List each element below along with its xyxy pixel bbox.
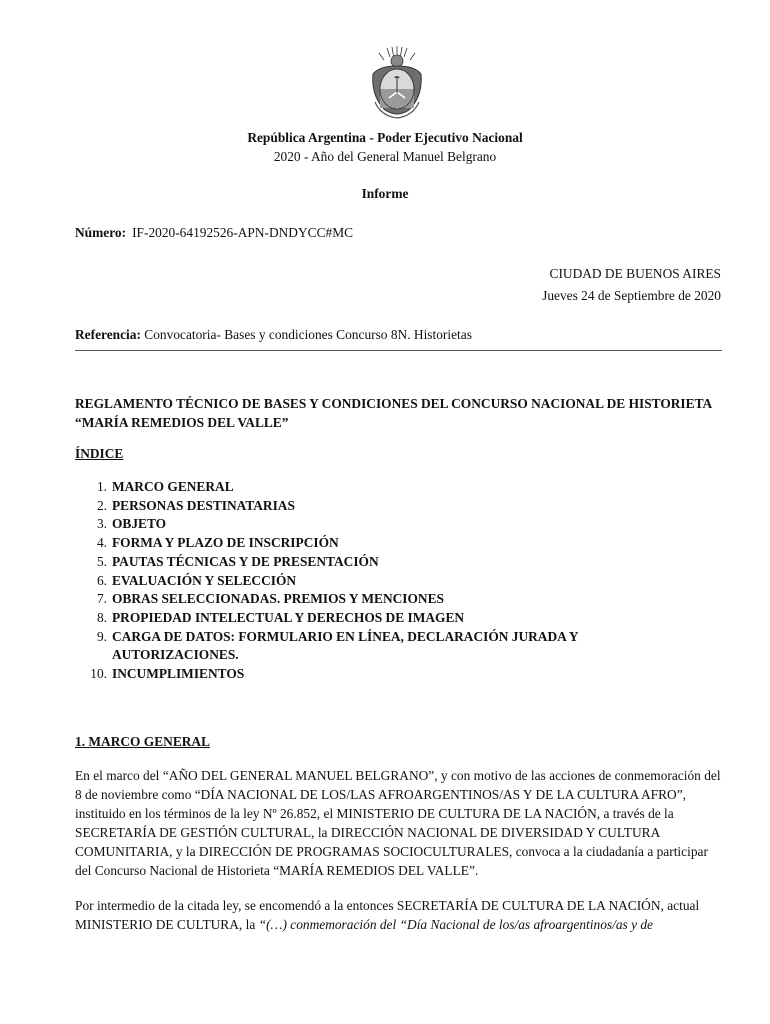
toc-item: 2. PERSONAS DESTINATARIAS	[96, 497, 295, 513]
toc-item: 1. MARCO GENERAL	[96, 479, 234, 494]
toc-item-continuation: AUTORIZACIONES.	[112, 647, 239, 663]
header-republica: República Argentina - Poder Ejecutivo Nacional	[247, 130, 523, 145]
document-number-value: IF-2020-64192526-APN-DNDYCC#MC	[132, 225, 354, 240]
toc-item: 3. OBJETO	[96, 516, 167, 532]
header-year-motto: 2020 - Año del General Manuel Belgrano	[273, 149, 497, 164]
document-number-label: Número:	[75, 225, 127, 240]
regulation-title: REGLAMENTO TÉCNICO DE BASES Y CONDICIONES DEL CONCURSO NACIONAL DE HISTORIETA “MARÍA REMEDIOS DEL VALLE”	[75, 396, 712, 430]
paragraph-2-plain-text: Por intermedio de la citada ley, se encomendó a la entonces SECRETARÍA DE CULTURA DE LA NACIÓN, actual MINISTERIO DE CULTURA, la	[75, 898, 700, 932]
coat-of-arms-seal	[367, 44, 427, 120]
document-type-title: Informe	[361, 186, 409, 201]
document-reference	[75, 327, 472, 343]
document-number	[75, 225, 353, 241]
toc-item: 10. INCUMPLIMIENTOS	[90, 666, 245, 682]
section-1-paragraph-2	[75, 896, 725, 934]
toc-item: 9. CARGA DE DATOS: FORMULARIO EN LÍNEA, DECLARACIÓN JURADA Y	[96, 628, 579, 644]
document-date: Jueves 24 de Septiembre de 2020	[542, 288, 721, 303]
reference-value: Convocatoria- Bases y condiciones Concurso 8N. Historietas	[144, 327, 472, 342]
document-location: CIUDAD DE BUENOS AIRES	[549, 266, 721, 281]
reference-label: Referencia:	[75, 327, 141, 342]
toc-item: 4. FORMA Y PLAZO DE INSCRIPCIÓN	[96, 535, 339, 551]
section-1-paragraph-1: En el marco del “AÑO DEL GENERAL MANUEL BELGRANO”, y con motivo de las acciones de conmemoración del 8 de noviembre como “DÍA NACIONAL DE LOS/LAS AFROARGENTINOS/AS Y DE LA CULTURA AFRO”, instituido en los términos de la ley Nº 26.852, el MINISTERIO DE CULTURA DE LA NACIÓN, a través de la SECRETARÍA DE GESTIÓN CULTURAL, la DIRECCIÓN NACIONAL DE DIVERSIDAD Y CULTURA COMUNITARIA, y la DIRECCIÓN DE PROGRAMAS SOCIOCULTURALES, convoca a la ciudadanía a participar del Concurso Nacional de Historieta “MARÍA REMEDIOS DEL VALLE”.	[75, 768, 721, 878]
toc-item: 5. PAUTAS TÉCNICAS Y DE PRESENTACIÓN	[96, 553, 379, 569]
paragraph-2-italic-quote: “(…) conmemoración del “Día Nacional de los/as afroargentinos/as y de	[258, 917, 654, 932]
toc-item: 8. PROPIEDAD INTELECTUAL Y DERECHOS DE IMAGEN	[96, 609, 465, 625]
header-divider	[75, 350, 722, 351]
section-1-heading: 1. MARCO GENERAL	[75, 734, 211, 749]
toc-item: 7. OBRAS SELECCIONADAS. PREMIOS Y MENCIONES	[96, 591, 444, 607]
index-heading: ÍNDICE	[75, 446, 124, 461]
toc-item: 6. EVALUACIÓN Y SELECCIÓN	[96, 572, 297, 588]
table-of-contents	[75, 478, 715, 684]
